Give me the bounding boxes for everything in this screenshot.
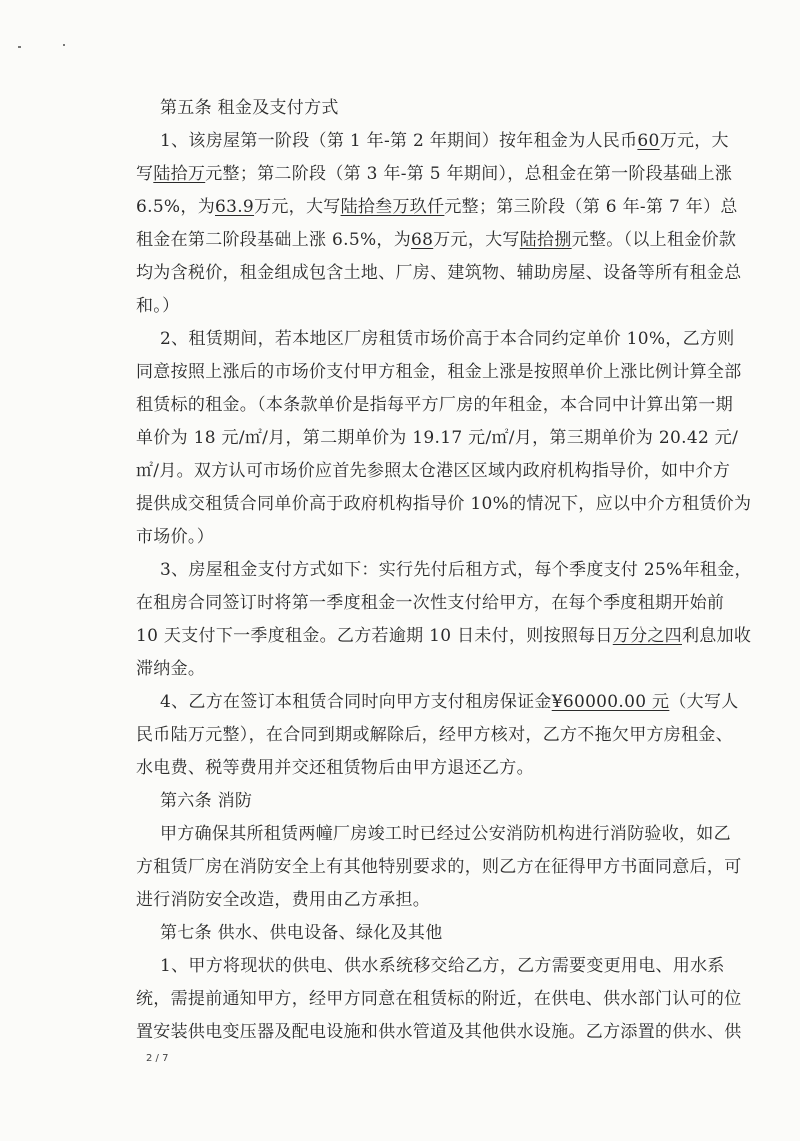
paragraph-line: 市场价。） [136, 527, 214, 547]
paragraph-line: 提供成交租赁合同单价高于政府机构指导价 10%的情况下，应以中介方租赁价为 [136, 494, 752, 514]
paragraph-line: 1、该房屋第一阶段（第 1 年-第 2 年期间）按年租金为人民币60万元，大 [160, 131, 729, 151]
paragraph-line: 在租房合同签订时将第一季度租金一次性支付给甲方，在每个季度租期开始前 [136, 593, 725, 613]
paragraph-line: 租赁标的租金。（本条款单价是指每平方厂房的年租金，本合同中计算出第一期 [136, 395, 733, 415]
paragraph-line: 2、租赁期间，若本地区厂房租赁市场价高于本合同约定单价 10%，乙方则 [160, 329, 735, 349]
paragraph-line: 和。） [136, 296, 180, 316]
rent-capital-phase-3: 陆拾捌 [519, 230, 572, 250]
paragraph-line: 方租赁厂房在消防安全上有其他特别要求的，则乙方在征得甲方书面同意后，可 [136, 857, 742, 877]
paragraph-line: 3、房屋租金支付方式如下：实行先付后租方式，每个季度支付 25%年租金， [160, 560, 752, 580]
deposit-amount: ¥60000.00 元 [551, 692, 670, 712]
paragraph-line: 甲方确保其所租赁两幢厂房竣工时已经过公安消防机构进行消防验收，如乙 [160, 824, 731, 844]
paragraph-line: 进行消防安全改造，费用由乙方承担。 [136, 890, 431, 910]
rent-amount-phase-1: 60 [637, 131, 660, 151]
rent-amount-phase-3: 68 [411, 230, 434, 250]
paragraph-line: 置安装供电变压器及配电设施和供水管道及其他供水设施。乙方添置的供水、供 [136, 1022, 742, 1042]
paragraph-line: 6.5%，为63.9万元，大写陆拾叁万玖仟元整；第三阶段（第 6 年-第 7 年）总 [136, 197, 738, 217]
scan-speck [63, 44, 65, 46]
paragraph-line: 滞纳金。 [136, 659, 206, 679]
article-6-heading: 第六条 消防 [160, 791, 253, 811]
rent-capital-phase-2: 陆拾叁万玖仟 [340, 197, 445, 217]
rent-capital-phase-1: 陆拾万 [153, 164, 206, 184]
document-body [136, 92, 752, 1049]
paragraph-line: 水电费、税等费用并交还租赁物后由甲方退还乙方。 [136, 758, 534, 778]
article-5-heading: 第五条 租金及支付方式 [160, 98, 339, 118]
paragraph-line: 4、乙方在签订本租赁合同时向甲方支付租房保证金¥60000.00 元（大写人 [160, 692, 739, 712]
late-fee-rate: 万分之四 [612, 626, 682, 646]
paragraph-line: 写陆拾万元整；第二阶段（第 3 年-第 5 年期间），总租金在第一阶段基础上涨 [136, 164, 733, 184]
paragraph-line: 均为含税价，租金组成包含土地、厂房、建筑物、辅助房屋、设备等所有租金总 [136, 263, 742, 283]
paragraph-line: 单价为 18 元/㎡/月，第二期单价为 19.17 元/㎡/月，第三期单价为 20.42 元/ [136, 428, 739, 448]
scan-speck [18, 46, 21, 48]
paragraph-line: 10 天支付下一季度租金。乙方若逾期 10 日未付，则按照每日万分之四利息加收 [136, 626, 752, 646]
article-7-heading: 第七条 供水、供电设备、绿化及其他 [160, 923, 443, 943]
paragraph-line: 租金在第二阶段基础上涨 6.5%，为68万元，大写陆拾捌元整。（以上租金价款 [136, 230, 737, 250]
rent-amount-phase-2: 63.9 [215, 197, 255, 217]
paragraph-line: 统，需提前通知甲方，经甲方同意在租赁标的附近，在供电、供水部门认可的位 [136, 989, 742, 1009]
paragraph-line: 同意按照上涨后的市场价支付甲方租金，租金上涨是按照单价上涨比例计算全部 [136, 362, 742, 382]
paragraph-line: 1、甲方将现状的供电、供水系统移交给乙方，乙方需要变更用电、用水系 [160, 956, 725, 976]
page-number: 2 / 7 [146, 1053, 169, 1064]
paragraph-line: ㎡/月。双方认可市场价应首先参照太仓港区区域内政府机构指导价，如中介方 [136, 461, 731, 481]
paragraph-line: 民币陆万元整），在合同到期或解除后，经甲方核对，乙方不拖欠甲方房租金、 [136, 725, 733, 745]
